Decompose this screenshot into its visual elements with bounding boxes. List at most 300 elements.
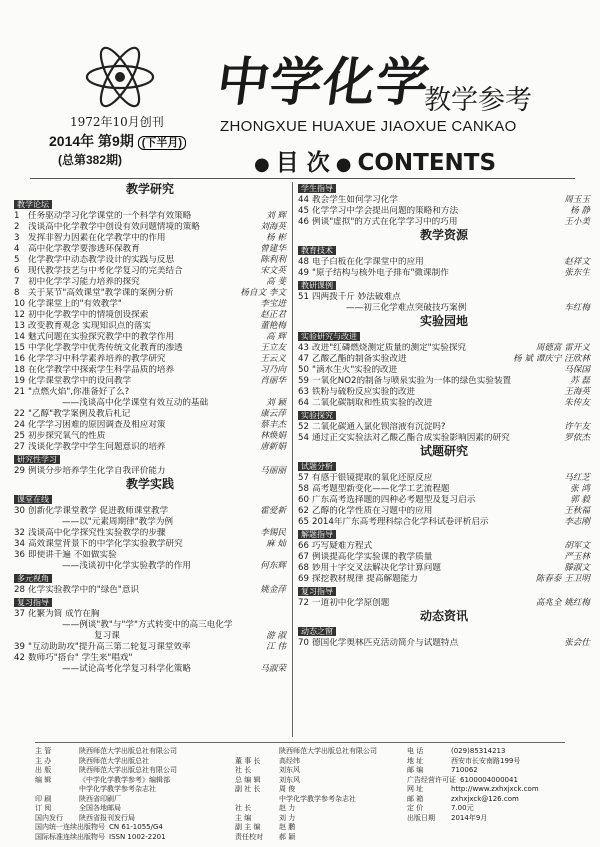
- page-number: 19: [14, 376, 25, 386]
- info-label: 邮 箱: [407, 794, 424, 803]
- bullet-icon: ●: [254, 154, 270, 175]
- author-name: 马红芝: [564, 473, 590, 483]
- info-value: 陕西师范大学出版总社有限公司: [79, 747, 177, 755]
- page-number: 52: [298, 422, 309, 432]
- page-number: 27: [14, 442, 25, 452]
- author-name: 车红梅: [564, 303, 590, 313]
- article-title: 通过正交实验法对乙酸乙酯合成实验影响因素的研究: [312, 433, 510, 443]
- article-title: 乙酸乙酯的制备实验改进: [312, 354, 407, 364]
- info-row: [35, 823, 225, 833]
- article-title: 初中化学学习能力培养的探究: [28, 277, 140, 287]
- info-row: [235, 785, 400, 795]
- info-row: [235, 823, 400, 833]
- contents-heading: [248, 144, 496, 177]
- page-number: 44: [298, 195, 309, 205]
- category-tag: 实验探究: [298, 411, 336, 420]
- right-column: [298, 182, 590, 649]
- subtitle-text: ——浅谈高中化学课堂有效互动的基础: [62, 398, 209, 408]
- author-name: 麻 灿: [266, 539, 286, 549]
- author-name: 张东生: [564, 268, 590, 278]
- page-number: 15: [14, 343, 25, 353]
- article-title: 化繁为简 成竹在胸: [28, 609, 100, 619]
- page-number: 25: [14, 431, 25, 441]
- page-number: 36: [14, 550, 25, 560]
- article-title: 改变教育观念 实现知识点的落实: [28, 321, 152, 331]
- article-title: 一氧化NO2的制备与喷泉实验为一体的绿色实验装置: [312, 376, 512, 386]
- article-title: 初步探究氧气的性质: [28, 431, 106, 441]
- page-number: 42: [14, 653, 25, 663]
- toc-item: [14, 387, 286, 398]
- page-number: 30: [14, 506, 25, 516]
- info-row: [407, 747, 565, 757]
- toc-item: [14, 653, 286, 664]
- category-tag: 复习指导: [14, 598, 52, 607]
- article-title: 初中化学教学中的情境创设探索: [28, 310, 149, 320]
- toc-list: [298, 195, 590, 228]
- info-value: 高经纬: [279, 756, 300, 765]
- info-row: [35, 766, 225, 776]
- section-heading: 实验园地: [419, 314, 468, 328]
- info-label: 社 长: [235, 804, 252, 812]
- contents-en: CONTENTS: [357, 150, 497, 176]
- info-value: 中学化学教学参考杂志社: [79, 785, 156, 793]
- info-value: zxhxjxck@126.com: [451, 794, 519, 803]
- section-heading: 教学实践: [125, 477, 174, 491]
- toc-item: [298, 517, 590, 528]
- info-value: 陕西师范大学出版总社有限公司: [279, 747, 377, 755]
- section-heading: 试题研究: [419, 444, 468, 458]
- page-number: 54: [298, 433, 309, 443]
- info-value: 710062: [451, 766, 478, 774]
- magazine-subtitle: 教学参考: [424, 85, 532, 116]
- section-heading: 动态资讯: [419, 609, 468, 623]
- page-number: 28: [14, 585, 25, 595]
- info-label: 网 址: [407, 785, 424, 793]
- info-row: [35, 757, 225, 767]
- page-number: 66: [298, 541, 309, 551]
- toc-subtitle: [14, 398, 286, 409]
- toc-item: [14, 466, 286, 477]
- toc-subtitle: [298, 303, 590, 314]
- magazine-title: 中学化学: [213, 52, 434, 113]
- author-name: 郭 毅: [570, 495, 590, 505]
- info-row: [35, 814, 225, 824]
- toc-item: [298, 574, 590, 585]
- toc-item: [14, 255, 286, 266]
- author-name: 王秋福: [564, 506, 590, 516]
- article-title: 数师巧"搭台" 学生来"唱戏": [28, 653, 133, 663]
- info-row: [35, 785, 225, 795]
- toc-list: [298, 541, 590, 585]
- toc-item: [298, 195, 590, 206]
- toc-item: [14, 365, 286, 376]
- author-name: 赵正君: [260, 310, 286, 320]
- info-value: 西安市长安南路199号: [451, 756, 521, 765]
- toc-item: [298, 292, 590, 303]
- page-number: 58: [298, 484, 309, 494]
- toc-item: [298, 268, 590, 279]
- article-title: 改进"红磷燃烧测定质量的测定"实验探究: [312, 343, 467, 353]
- info-row: [235, 833, 400, 843]
- publisher-info-col: [35, 747, 225, 842]
- author-name: 杨 斌 谭庆宁 汪欣林: [513, 354, 590, 364]
- subtitle-text: ——例谈"教"与"学"方式转变中的高三电化学: [62, 620, 233, 630]
- author-name: 刘海英: [260, 222, 286, 232]
- page-number: 32: [14, 528, 25, 538]
- info-value: ISSN 1002-2201: [109, 832, 166, 841]
- info-row: [407, 757, 565, 767]
- info-label: 责任校对: [235, 832, 263, 841]
- info-value: (029)85314213: [451, 747, 506, 755]
- article-title: 化学教学中动态教学设计的实践与反思: [28, 255, 175, 265]
- page-number: 29: [14, 466, 25, 476]
- article-title: 例谈分步培养学生化学自我评价能力: [28, 466, 166, 476]
- article-title: 化学学习中科学素养培养的教学研究: [28, 354, 166, 364]
- info-label: 邮 编: [407, 766, 424, 774]
- page-number: 57: [298, 473, 309, 483]
- info-label: 出 版: [35, 766, 52, 774]
- toc-item: [14, 233, 286, 244]
- page-number: 2: [14, 222, 20, 232]
- category-tag: 复习指导: [298, 587, 336, 596]
- toc-item: [298, 206, 590, 217]
- article-title: 乙醇的化学性质在习题中的应用: [312, 506, 433, 516]
- toc-item: [298, 365, 590, 376]
- subtitle-text: 复习课: [94, 631, 120, 641]
- toc-list: [14, 211, 286, 398]
- article-title: "滴水生火"实验的改进: [312, 365, 398, 375]
- page-number: 14: [14, 332, 25, 342]
- page-number: 48: [298, 257, 309, 267]
- article-title: 有感于银镜提取的氧化还原反应: [312, 473, 433, 483]
- article-title: 二氧化碳通入氯化钡溶液有沉淀吗?: [312, 422, 446, 432]
- toc-subtitle: [14, 631, 286, 642]
- info-value: 陕西省印刷厂: [79, 794, 121, 803]
- page-number: 62: [298, 506, 309, 516]
- toc-item: [298, 376, 590, 387]
- info-value: 陕西师范大学出版总社有限公司: [79, 766, 177, 774]
- category-tag: 研究性学习: [14, 455, 60, 464]
- page-number: 59: [298, 376, 309, 386]
- info-row: [235, 795, 400, 805]
- issue-half-label: (下半月): [138, 136, 186, 150]
- article-title: 例谈"虚拟"的方式在化学学习中的巧用: [312, 217, 458, 227]
- info-value: 中学化学教学参考杂志社: [279, 794, 356, 803]
- author-name: 马保国: [564, 365, 590, 375]
- category-tag: 动态之窗: [298, 627, 336, 636]
- toc-subtitle: [14, 517, 286, 528]
- author-name: 唐新娟: [260, 442, 286, 452]
- category-tag: 课堂在线: [14, 495, 52, 504]
- toc-list: [298, 422, 590, 444]
- page-number: 13: [14, 321, 25, 331]
- page-number: 68: [298, 563, 309, 573]
- info-value: 刘东风: [279, 766, 300, 774]
- page-number: 63: [298, 387, 309, 397]
- author-name: 杨 彬: [266, 233, 286, 243]
- info-row: [235, 804, 400, 814]
- category-tag: 试题分析: [298, 462, 336, 471]
- page-number: 46: [298, 217, 309, 227]
- info-row: [35, 776, 225, 786]
- toc-item: [14, 211, 286, 222]
- author-name: 赵祥文: [564, 257, 590, 267]
- article-title: 高中化学教学要渗透环保教育: [28, 244, 140, 254]
- issue-half-text: 下半月: [145, 137, 179, 149]
- page-number: 4: [14, 244, 20, 254]
- info-label: 副 主 编: [235, 823, 261, 831]
- toc-item: [298, 257, 590, 268]
- author-name: 周德富 雷开义: [535, 343, 590, 353]
- toc-item: [14, 420, 286, 431]
- info-row: [35, 833, 225, 843]
- toc-item: [14, 609, 286, 620]
- info-label: [235, 795, 279, 805]
- info-value: 周 俊: [279, 785, 296, 793]
- info-value: 刘东风: [279, 775, 300, 784]
- toc-item: [298, 506, 590, 517]
- info-value: 郝 颖: [279, 832, 296, 841]
- article-title: 创新化学课堂教学 促进教师课堂教学: [28, 506, 169, 516]
- author-name: 江 伟: [266, 642, 286, 652]
- article-title: 中学化学教学中优秀传统文化教育的渗透: [28, 343, 183, 353]
- info-row: [235, 766, 400, 776]
- article-title: "互动助助攻"提升高三第二轮复习课堂效率: [28, 642, 191, 652]
- article-title: 妙用十字交叉法解决化学计算问题: [312, 563, 441, 573]
- toc-item: [14, 277, 286, 288]
- toc-list: [14, 585, 286, 596]
- toc-list: [14, 466, 286, 477]
- page-number: 6: [14, 266, 20, 276]
- article-title: 德国化学奥林匹克活动简介与试题特点: [312, 638, 459, 648]
- toc-list: [14, 528, 286, 561]
- contents-cn: 目 次: [275, 150, 330, 176]
- info-row: [407, 814, 565, 824]
- author-name: 杨自文 李文: [240, 288, 286, 298]
- category-tag: 教学论坛: [14, 200, 52, 209]
- toc-item: [14, 585, 286, 596]
- article-title: 化学课堂上的"有效教学": [28, 299, 122, 309]
- author-name: 胡军文: [564, 541, 590, 551]
- category-tag: 多元视角: [14, 574, 52, 583]
- author-name: 李志刚: [564, 517, 590, 527]
- article-title: 在化学教学中探索学生科学品质的培养: [28, 365, 175, 375]
- toc-list: [298, 473, 590, 528]
- page-number: 50: [298, 365, 309, 375]
- page-number: 49: [298, 268, 309, 278]
- toc-item: [298, 354, 590, 365]
- info-value: CN 61-1055/G4: [109, 823, 163, 831]
- toc-item: [14, 222, 286, 233]
- left-column: [14, 182, 286, 675]
- toc-item: [298, 598, 590, 609]
- section-heading: 教学研究: [125, 182, 174, 196]
- article-title: 教会学生如何学习化学: [312, 195, 398, 205]
- page-number: 47: [298, 354, 309, 364]
- toc-item: [14, 506, 286, 517]
- page-number: 24: [14, 420, 25, 430]
- article-title: 二氧化碳制取和性质实验的改进: [312, 398, 433, 408]
- toc-subtitle: [14, 664, 286, 675]
- page-number: 22: [14, 409, 25, 419]
- author-name: 朱传友: [564, 398, 590, 408]
- subtitle-text: ——试论高考化学复习科学化策略: [62, 664, 191, 674]
- article-title: 化学实验教学中的"绿色"意识: [28, 585, 140, 595]
- toc-item: [14, 609, 286, 620]
- info-label: 国际标准连续出版物号: [35, 832, 105, 841]
- info-label: 国内发行: [35, 813, 63, 822]
- author-name: 滕淑文: [564, 563, 590, 573]
- info-label: 电 话: [407, 747, 424, 755]
- subtitle-text: ——初三化学难点突破技巧案例: [346, 303, 467, 313]
- info-value: http://www.zxhxjxck.com: [451, 785, 539, 793]
- issue-number: [49, 131, 186, 151]
- author-name: 高兆全 姚红梅: [535, 598, 590, 608]
- author-name: 杨 静: [570, 206, 590, 216]
- info-label: 出版日期: [407, 813, 435, 822]
- toc-item: [14, 332, 286, 343]
- editorial-info-col: [235, 747, 400, 842]
- article-title: 一道初中化学原创题: [312, 598, 390, 608]
- toc-item: [14, 539, 286, 550]
- page-number: 8: [14, 288, 20, 298]
- toc-item: [298, 495, 590, 506]
- info-label: 订 阅: [35, 804, 52, 812]
- info-label: 定 价: [407, 804, 424, 812]
- article-title: 高效课堂背景下的中学化学实验教学研究: [28, 539, 183, 549]
- author-name: 陈利利: [260, 255, 286, 265]
- author-name: 张 鸿: [570, 484, 590, 494]
- article-title: 关于某节"高效课堂"教学课的案例分析: [28, 288, 174, 298]
- info-row: [407, 785, 565, 795]
- toc-item: [14, 550, 286, 561]
- page-number: 1: [14, 211, 20, 221]
- info-value: 全国各地邮局: [79, 804, 121, 812]
- info-value: 赵 鹏: [279, 823, 296, 831]
- article-title: 浅谈高中化学探究性实验教学的步骤: [28, 528, 166, 538]
- header-divider: [30, 178, 575, 179]
- page-number: 37: [14, 609, 25, 619]
- toc-item: [14, 431, 286, 442]
- author-name: 王云义: [260, 354, 286, 364]
- toc-subtitle: [14, 620, 286, 631]
- info-value: 6100004000041: [460, 775, 518, 784]
- info-label: 总 编 辑: [235, 775, 261, 784]
- article-title: 化学学习困难的原因调查及相应对策: [28, 420, 166, 430]
- author-name: 王海英: [564, 387, 590, 397]
- author-name: 董艳梅: [260, 321, 286, 331]
- author-name: 刘 颖: [266, 398, 286, 408]
- info-value: 赵 力: [279, 804, 296, 812]
- article-title: 浅谈化学教学中学生问题意识的培养: [28, 442, 166, 452]
- page-number: 3: [14, 233, 20, 243]
- toc-item: [298, 638, 590, 649]
- article-title: 化学课堂教学中的设问教学: [28, 376, 132, 386]
- subtitle-text: ——浅谈初中化学实验教学的作用: [62, 561, 191, 571]
- author-name: 马淑荣: [260, 664, 286, 674]
- category-tag: 学生指导: [298, 184, 336, 193]
- toc-list: [14, 642, 286, 664]
- subtitle-text: ——以"元素周期律"教学为例: [62, 517, 174, 527]
- article-title: 即使讲千遍 不如做实验: [28, 550, 117, 560]
- author-name: 何东辉: [260, 561, 286, 571]
- toc-item: [298, 473, 590, 484]
- author-name: 王立友: [260, 343, 286, 353]
- author-name: 张会仕: [564, 638, 590, 648]
- info-row: [407, 795, 565, 805]
- page-number: 69: [298, 574, 309, 584]
- author-name: 曾建华: [260, 244, 286, 254]
- toc-item: [14, 266, 286, 277]
- category-tag: 教研课例: [298, 281, 336, 290]
- toc-item: [298, 433, 590, 444]
- page-number: 18: [14, 365, 25, 375]
- atom-logo-icon: [84, 46, 156, 108]
- toc-item: [298, 484, 590, 495]
- author-name: 严玉林: [564, 552, 590, 562]
- info-value: 7.00元: [451, 804, 474, 812]
- toc-item: [14, 376, 286, 387]
- page-number: 65: [298, 517, 309, 527]
- author-name: 肖丽华: [260, 376, 286, 386]
- page-number: 72: [298, 598, 309, 608]
- article-title: 化学学习中学会提出问题的策略和方法: [312, 206, 459, 216]
- info-label: 主 编: [235, 813, 252, 822]
- article-title: 探挖教材规律 提高解题能力: [312, 574, 418, 584]
- page-number: 51: [298, 292, 309, 302]
- page-number: 43: [298, 343, 309, 353]
- info-label: 印 刷: [35, 794, 52, 803]
- page-number: 60: [298, 495, 309, 505]
- article-title: 现代教学技艺与中考化学复习的完美结合: [28, 266, 183, 276]
- article-title: 2014年广东高考理科综合化学科试卷评析启示: [312, 517, 489, 527]
- info-label: 广告经营许可证: [407, 775, 456, 784]
- author-name: 苏 磊: [570, 376, 590, 386]
- info-label: [35, 785, 79, 795]
- article-title: 发挥非智力因素在化学教学中的作用: [28, 233, 166, 243]
- info-label: 社 长: [235, 766, 252, 774]
- author-name: 康云萍: [260, 409, 286, 419]
- article-title: 例谈提高化学实验课的教学质量: [312, 552, 433, 562]
- info-row: [407, 776, 565, 786]
- page-number: 5: [14, 255, 20, 265]
- column-divider: [292, 182, 293, 737]
- page-number: 34: [14, 539, 25, 549]
- author-name: 周玉玉: [564, 195, 590, 205]
- info-row: [407, 766, 565, 776]
- toc-item: [14, 310, 286, 321]
- toc-item: [14, 244, 286, 255]
- author-name: 林焕娟: [260, 431, 286, 441]
- toc-item: [14, 299, 286, 310]
- info-label: 主 办: [35, 756, 52, 765]
- info-row: [35, 804, 225, 814]
- bullet-icon: ●: [335, 154, 352, 175]
- page-number: 16: [14, 354, 25, 364]
- toc-item: [14, 321, 286, 332]
- article-title: "原子结构与核外电子排布"微课制作: [312, 268, 449, 278]
- category-tag: 解题指导: [298, 530, 336, 539]
- toc-item: [14, 354, 286, 365]
- founded-date: 1972年10月创刊: [70, 115, 164, 129]
- toc-item: [14, 442, 286, 453]
- author-name: 李宝进: [260, 299, 286, 309]
- toc-list: [14, 409, 286, 453]
- toc-list: [298, 638, 590, 649]
- author-name: 宋文英: [260, 266, 286, 276]
- toc-list: [298, 257, 590, 279]
- toc-item: [14, 642, 286, 653]
